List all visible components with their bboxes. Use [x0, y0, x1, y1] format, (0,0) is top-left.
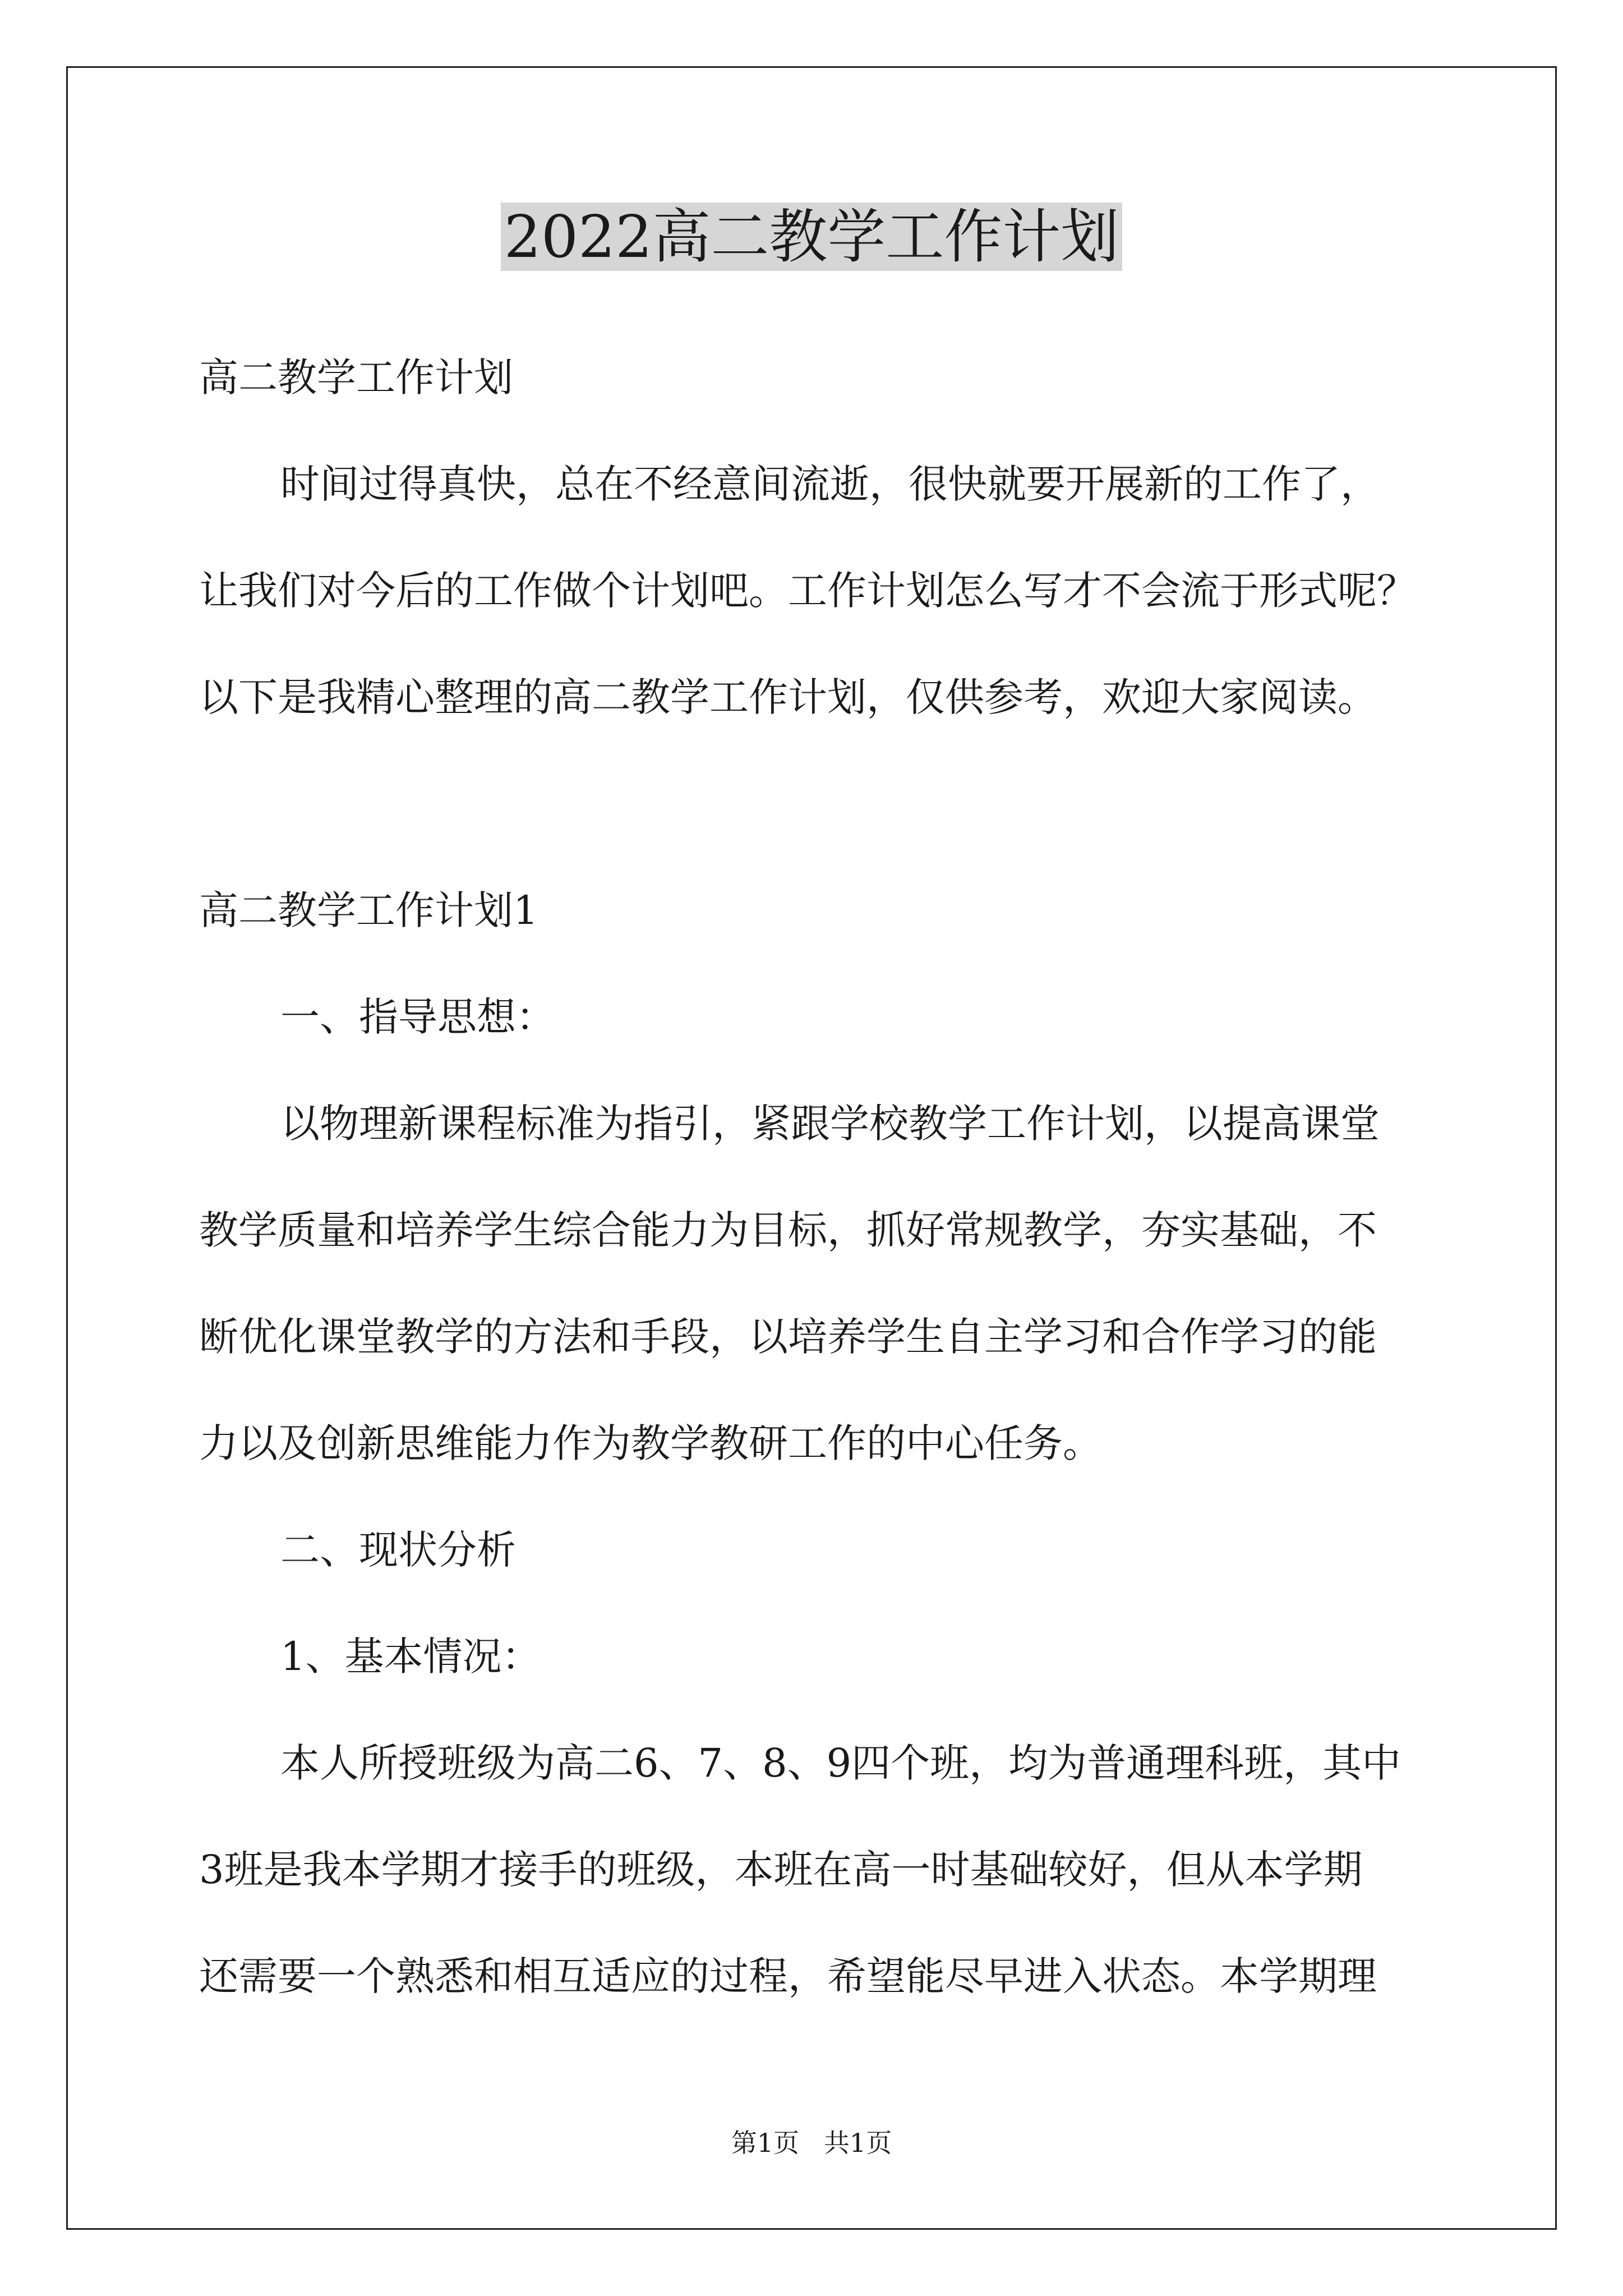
- paragraph-line: 让我们对今后的工作做个计划吧。工作计划怎么写才不会流于形式呢？: [199, 568, 1416, 614]
- paragraph-line: 以物理新课程标准为指引，紧跟学校教学工作计划，以提高课堂: [280, 1101, 1380, 1147]
- paragraph-line: 还需要一个熟悉和相互适应的过程，希望能尽早进入状态。本学期理: [199, 1953, 1377, 1999]
- section-heading: 高二教学工作计划1: [199, 887, 538, 933]
- paragraph-line: 以下是我精心整理的高二教学工作计划，仅供参考，欢迎大家阅读。: [199, 674, 1377, 720]
- paragraph-line: 时间过得真快，总在不经意间流逝，很快就要开展新的工作了，: [280, 461, 1380, 507]
- paragraph-line: 教学质量和培养学生综合能力为目标，抓好常规教学，夯实基础，不: [199, 1207, 1377, 1253]
- paragraph-line: 力以及创新思维能力作为教学教研工作的中心任务。: [199, 1420, 1102, 1466]
- subsection-heading: 二、现状分析: [280, 1527, 516, 1573]
- paragraph-line: 断优化课堂教学的方法和手段，以培养学生自主学习和合作学习的能: [199, 1314, 1377, 1360]
- paragraph-line: 3班是我本学期才接手的班级，本班在高一时基础较好，但从本学期: [199, 1847, 1363, 1893]
- paragraph-line: 本人所授班级为高二6、7、8、9四个班，均为普通理科班，其中: [280, 1740, 1401, 1786]
- page-number-footer: 第1页 共1页: [731, 2128, 892, 2158]
- subsection-heading: 一、指导思想：: [280, 994, 555, 1040]
- section-heading: 高二教学工作计划: [199, 355, 513, 401]
- subsection-heading: 1、基本情况：: [280, 1634, 541, 1680]
- document-title: 2022高二教学工作计划: [0, 197, 1623, 276]
